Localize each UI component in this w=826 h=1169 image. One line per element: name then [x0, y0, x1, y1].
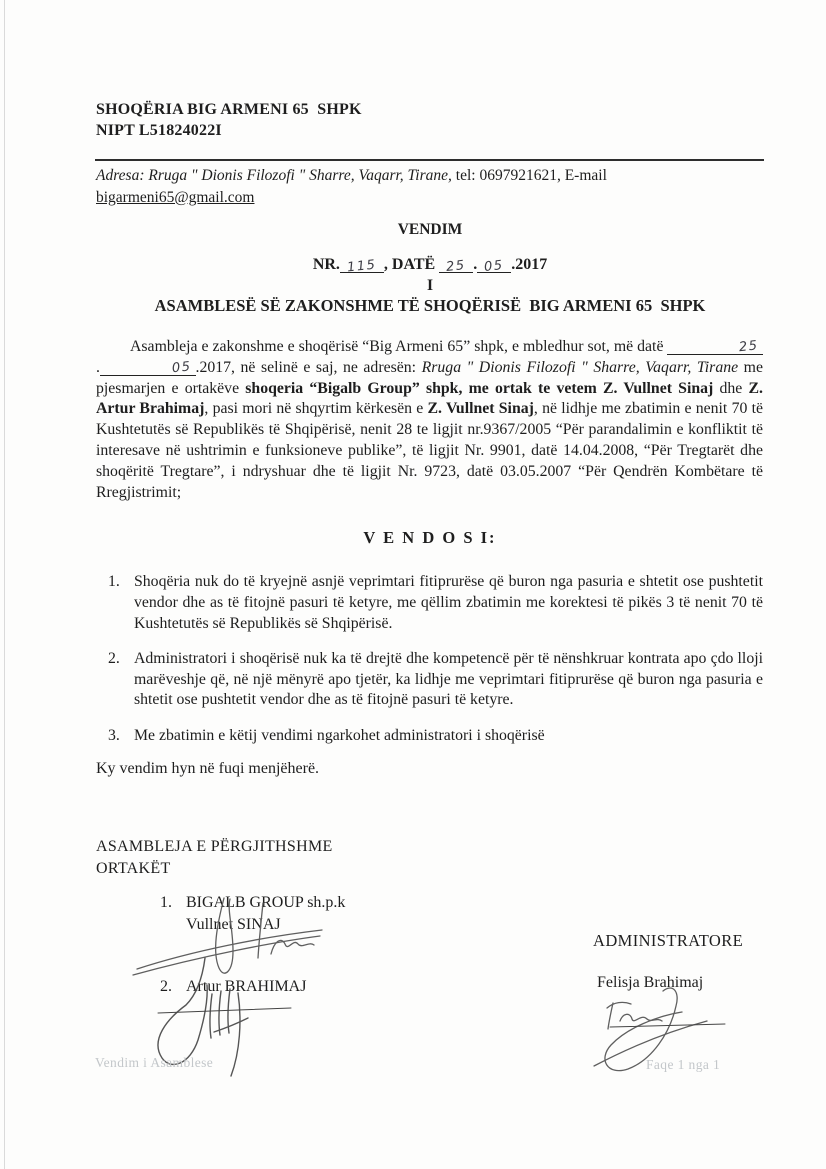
company-nipt: NIPT L51824022I — [96, 121, 222, 139]
list-item-text: Administratori i shoqërisë nuk ka të drejtë dhe kompetencë për të nënshkruar kontrata apo çdo lloji marëveshje që, në një mënyrë apo tjetër, ka lidhje me veprimtari fitiprurëse që buron nga pasuria e shtetit ose pushtetit vendor dhe as të fitojnë pasuri të ketyre. — [134, 649, 763, 709]
assembly-line1: ASAMBLEJA E PËRGJITHSHME — [96, 838, 333, 855]
list-item — [108, 572, 763, 634]
intro-seg2: .2017, në selinë e saj, ne adresën: — [195, 358, 422, 376]
intro-bold-bigalb: shoqeria “Bigalb Group” shpk, me ortak te vetem Z. Vullnet Sinaj — [245, 379, 714, 397]
administrator-title: ADMINISTRATORE — [593, 931, 744, 950]
assembly-line2: ORTAKËT — [96, 860, 171, 877]
list-item-text: Me zbatimin e këtij vendimi ngarkohet administratori i shoqërisë — [134, 726, 545, 744]
intro-bold-vullnet: Z. Vullnet Sinaj — [427, 400, 534, 418]
administrator-name: Felisja Brahimaj — [597, 974, 704, 991]
company-name: SHOQËRIA BIG ARMENI 65 SHPK — [96, 101, 362, 118]
decision-list — [108, 572, 763, 761]
company-header — [96, 100, 362, 141]
partner1-company: BIGALB GROUP sh.p.k — [186, 894, 346, 911]
header-rule — [95, 159, 764, 161]
decision-heading: V E N D O S I: — [363, 528, 497, 547]
assembly-signature-heading — [96, 836, 333, 880]
partner2-block — [160, 976, 306, 998]
footer-page-number: Faqe 1 nga 1 — [646, 1057, 721, 1072]
handwritten-day: 25 — [445, 258, 467, 275]
nr-blank — [340, 257, 384, 276]
intro-seg6: , në lidhje me zbatimin e nenit 70 të Kushtetutës së Republikës të Shqipërisë, nenit 28 te ligjit nr.9367/2005 “Për parandalimin e konfliktit të interesave në ushtrimin e funksioneve publike”, të ligjit Nr. 9901, datë 14.04.2008, “Për Tregtarët dhe shoqëritë Tregtare”, i ndryshuar dhe të ligjit Nr. 9723, datë 03.05.2007 “Për Qendrën Kombëtare të Rregjistrimit; — [96, 400, 763, 501]
partner1-block — [160, 892, 345, 936]
date-dot: . — [473, 256, 478, 273]
intro-paragraph — [96, 337, 763, 503]
handwritten-number: 115 — [346, 257, 378, 276]
partner2-number: 2. — [160, 978, 172, 995]
list-item — [108, 726, 763, 747]
intro-bold-artur: Z. Artur Brahimaj — [96, 379, 763, 418]
day-blank — [439, 258, 473, 273]
list-item-number: 3. — [108, 726, 120, 744]
nr-label: NR. — [312, 256, 340, 273]
partner1-number: 1. — [160, 894, 172, 911]
month-blank — [477, 258, 511, 273]
date-year: .2017 — [511, 256, 548, 273]
list-item-number: 2. — [108, 649, 120, 667]
document-title: VENDIM — [397, 221, 463, 238]
number-date-line — [96, 256, 764, 274]
address-contact: tel: 0697921621, E-mail — [451, 167, 607, 184]
partner2-person: Artur BRAHIMAJ — [186, 978, 307, 995]
footer-document-label: Vendim i Asamblese — [95, 1055, 214, 1070]
intro-seg5: , pasi mori në shqyrtim kërkesën e — [204, 400, 428, 418]
intro-seg1: Asambleja e zakonshme e shoqërisë “Big Armeni 65” shpk, e mbledhur sot, më datë — [130, 338, 668, 355]
partner1-person: Vullnet SINAJ — [186, 916, 281, 933]
intro-address-italic: Rruga " Dionis Filozofi " Sharre, Vaqarr, Tirane — [421, 358, 739, 376]
email-text: bigarmeni65@gmail.com — [96, 188, 255, 206]
handwritten-day-body: 25 — [738, 338, 760, 356]
assembly-heading: ASAMBLESË SË ZAKONSHME TË SHOQËRISË BIG ARMENI 65 SHPK — [154, 296, 706, 315]
handwritten-month-body: 05 — [171, 359, 193, 376]
intro-seg3: me pjesmarjen e ortakëve — [96, 358, 763, 397]
intro-seg4: dhe — [713, 379, 749, 397]
intro-day-blank — [667, 340, 763, 355]
handwritten-month: 05 — [483, 258, 505, 275]
intro-month-blank — [100, 361, 196, 376]
list-item-text: Shoqëria nuk do të kryejnë asnjë veprimtari fitiprurëse që buron nga pasuria e shtetit ose pushtetit vendor dhe as të fitojnë pasuri të ketyre, me qëllim zbatimin me korektesi të pikës 3 të nenit 70 të Kushtetutës së Republikës së Shqipërisë. — [134, 573, 763, 632]
scan-edge-artifact — [4, 0, 5, 1169]
title-connector: I — [426, 277, 434, 294]
list-item-number: 1. — [108, 573, 120, 590]
effect-statement: Ky vendim hyn në fuqi menjëherë. — [96, 760, 320, 777]
intro-dot: . — [96, 358, 100, 376]
address-block — [96, 165, 765, 208]
list-item — [108, 649, 763, 711]
address-italic: Adresa: Rruga " Dionis Filozofi " Sharre, Vaqarr, Tirane, — [96, 167, 452, 184]
date-label: , DATË — [383, 256, 440, 273]
